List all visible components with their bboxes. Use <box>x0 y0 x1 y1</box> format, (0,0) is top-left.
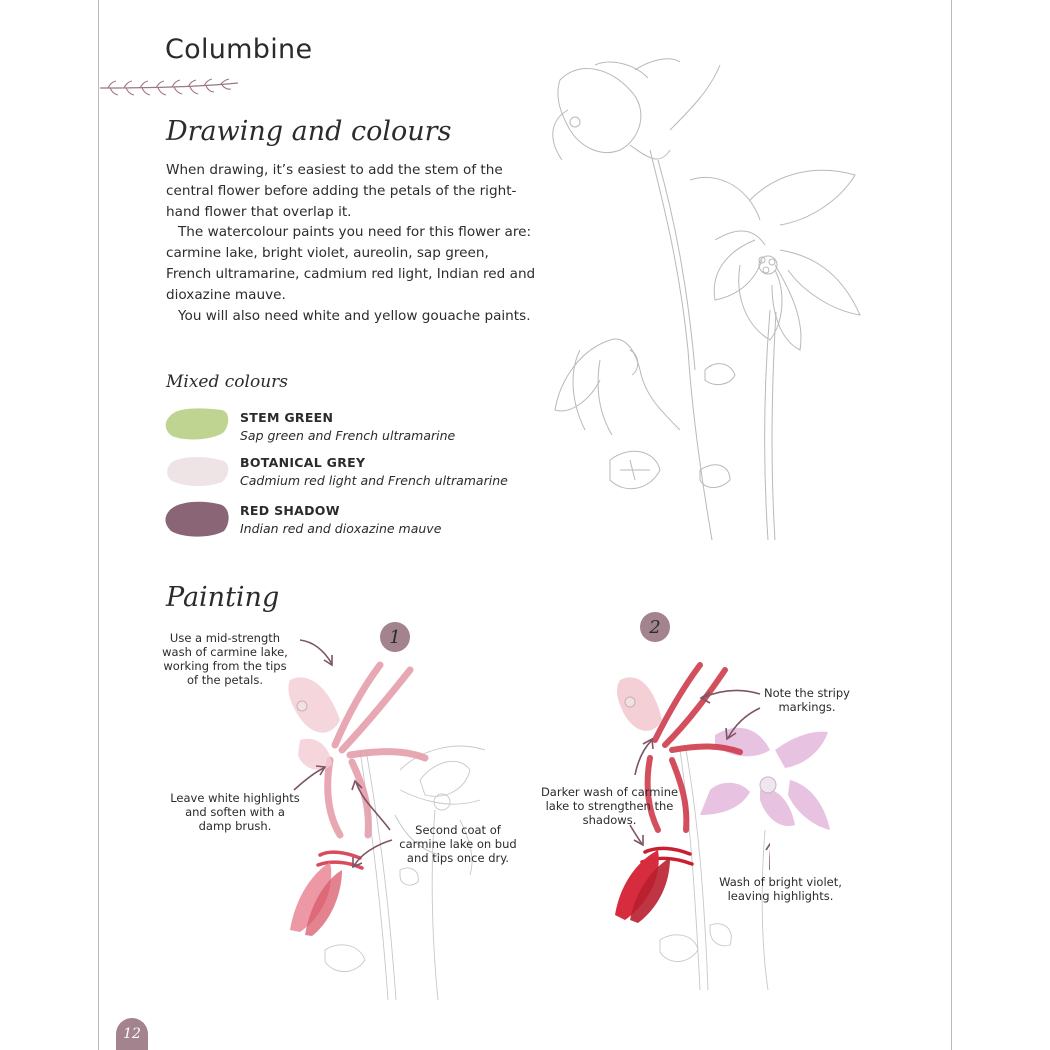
step-1-badge: 1 <box>380 622 410 652</box>
mixed-colour-item <box>240 455 508 488</box>
red-shadow-swatch-icon <box>164 498 232 540</box>
vine-divider-icon <box>98 74 243 100</box>
drawing-paragraph: You will also need white and yellow gouache paints. <box>178 307 531 324</box>
botanical-grey-swatch-icon <box>164 452 232 490</box>
mixed-colour-desc: Indian red and dioxazine mauve <box>240 521 442 536</box>
drawing-paragraph: When drawing, it’s easiest to add the stem of the central flower before adding the petals of the right-hand flower that overlap it. <box>166 162 517 220</box>
pencil-sketch-illustration <box>540 50 870 550</box>
painting-heading: Painting <box>166 582 280 613</box>
step-1-annotation: Second coat of carmine lake on bud and tips once dry. <box>399 823 517 865</box>
step-1-annotation: Leave white highlights and soften with a damp brush. <box>170 791 300 833</box>
drawing-text <box>166 160 538 326</box>
step-2-badge: 2 <box>640 612 670 642</box>
drawing-heading: Drawing and colours <box>166 116 452 147</box>
mixed-colour-item <box>240 503 441 536</box>
mixed-colour-item <box>240 410 455 443</box>
step-2-annotation: Note the stripy markings. <box>764 686 850 714</box>
step-1-annotation: Use a mid-strength wash of carmine lake, working from the tips of the petals. <box>162 631 288 687</box>
mixed-colour-desc: Cadmium red light and French ultramarine <box>240 473 508 488</box>
step-2-annotation: Darker wash of carmine lake to strengthen the shadows. <box>540 785 679 827</box>
mixed-colour-name: BOTANICAL GREY <box>240 455 366 470</box>
page-number: 12 <box>116 1018 148 1050</box>
drawing-paragraph: The watercolour paints you need for this flower are: carmine lake, bright violet, aureolin, sap green, French ultramarine, cadmium red light, Indian red and dioxazine mauve. <box>166 224 536 303</box>
page-title: Columbine <box>165 34 313 65</box>
mixed-colours-heading: Mixed colours <box>166 372 289 392</box>
step-1-arrows <box>280 630 400 870</box>
step-2-annotation: Wash of bright violet, leaving highlights. <box>719 875 842 903</box>
step-2-arrows <box>620 670 770 870</box>
mixed-colour-name: RED SHADOW <box>240 503 340 518</box>
stem-green-swatch-icon <box>164 404 232 444</box>
mixed-colour-name: STEM GREEN <box>240 410 334 425</box>
mixed-colour-desc: Sap green and French ultramarine <box>240 428 456 443</box>
